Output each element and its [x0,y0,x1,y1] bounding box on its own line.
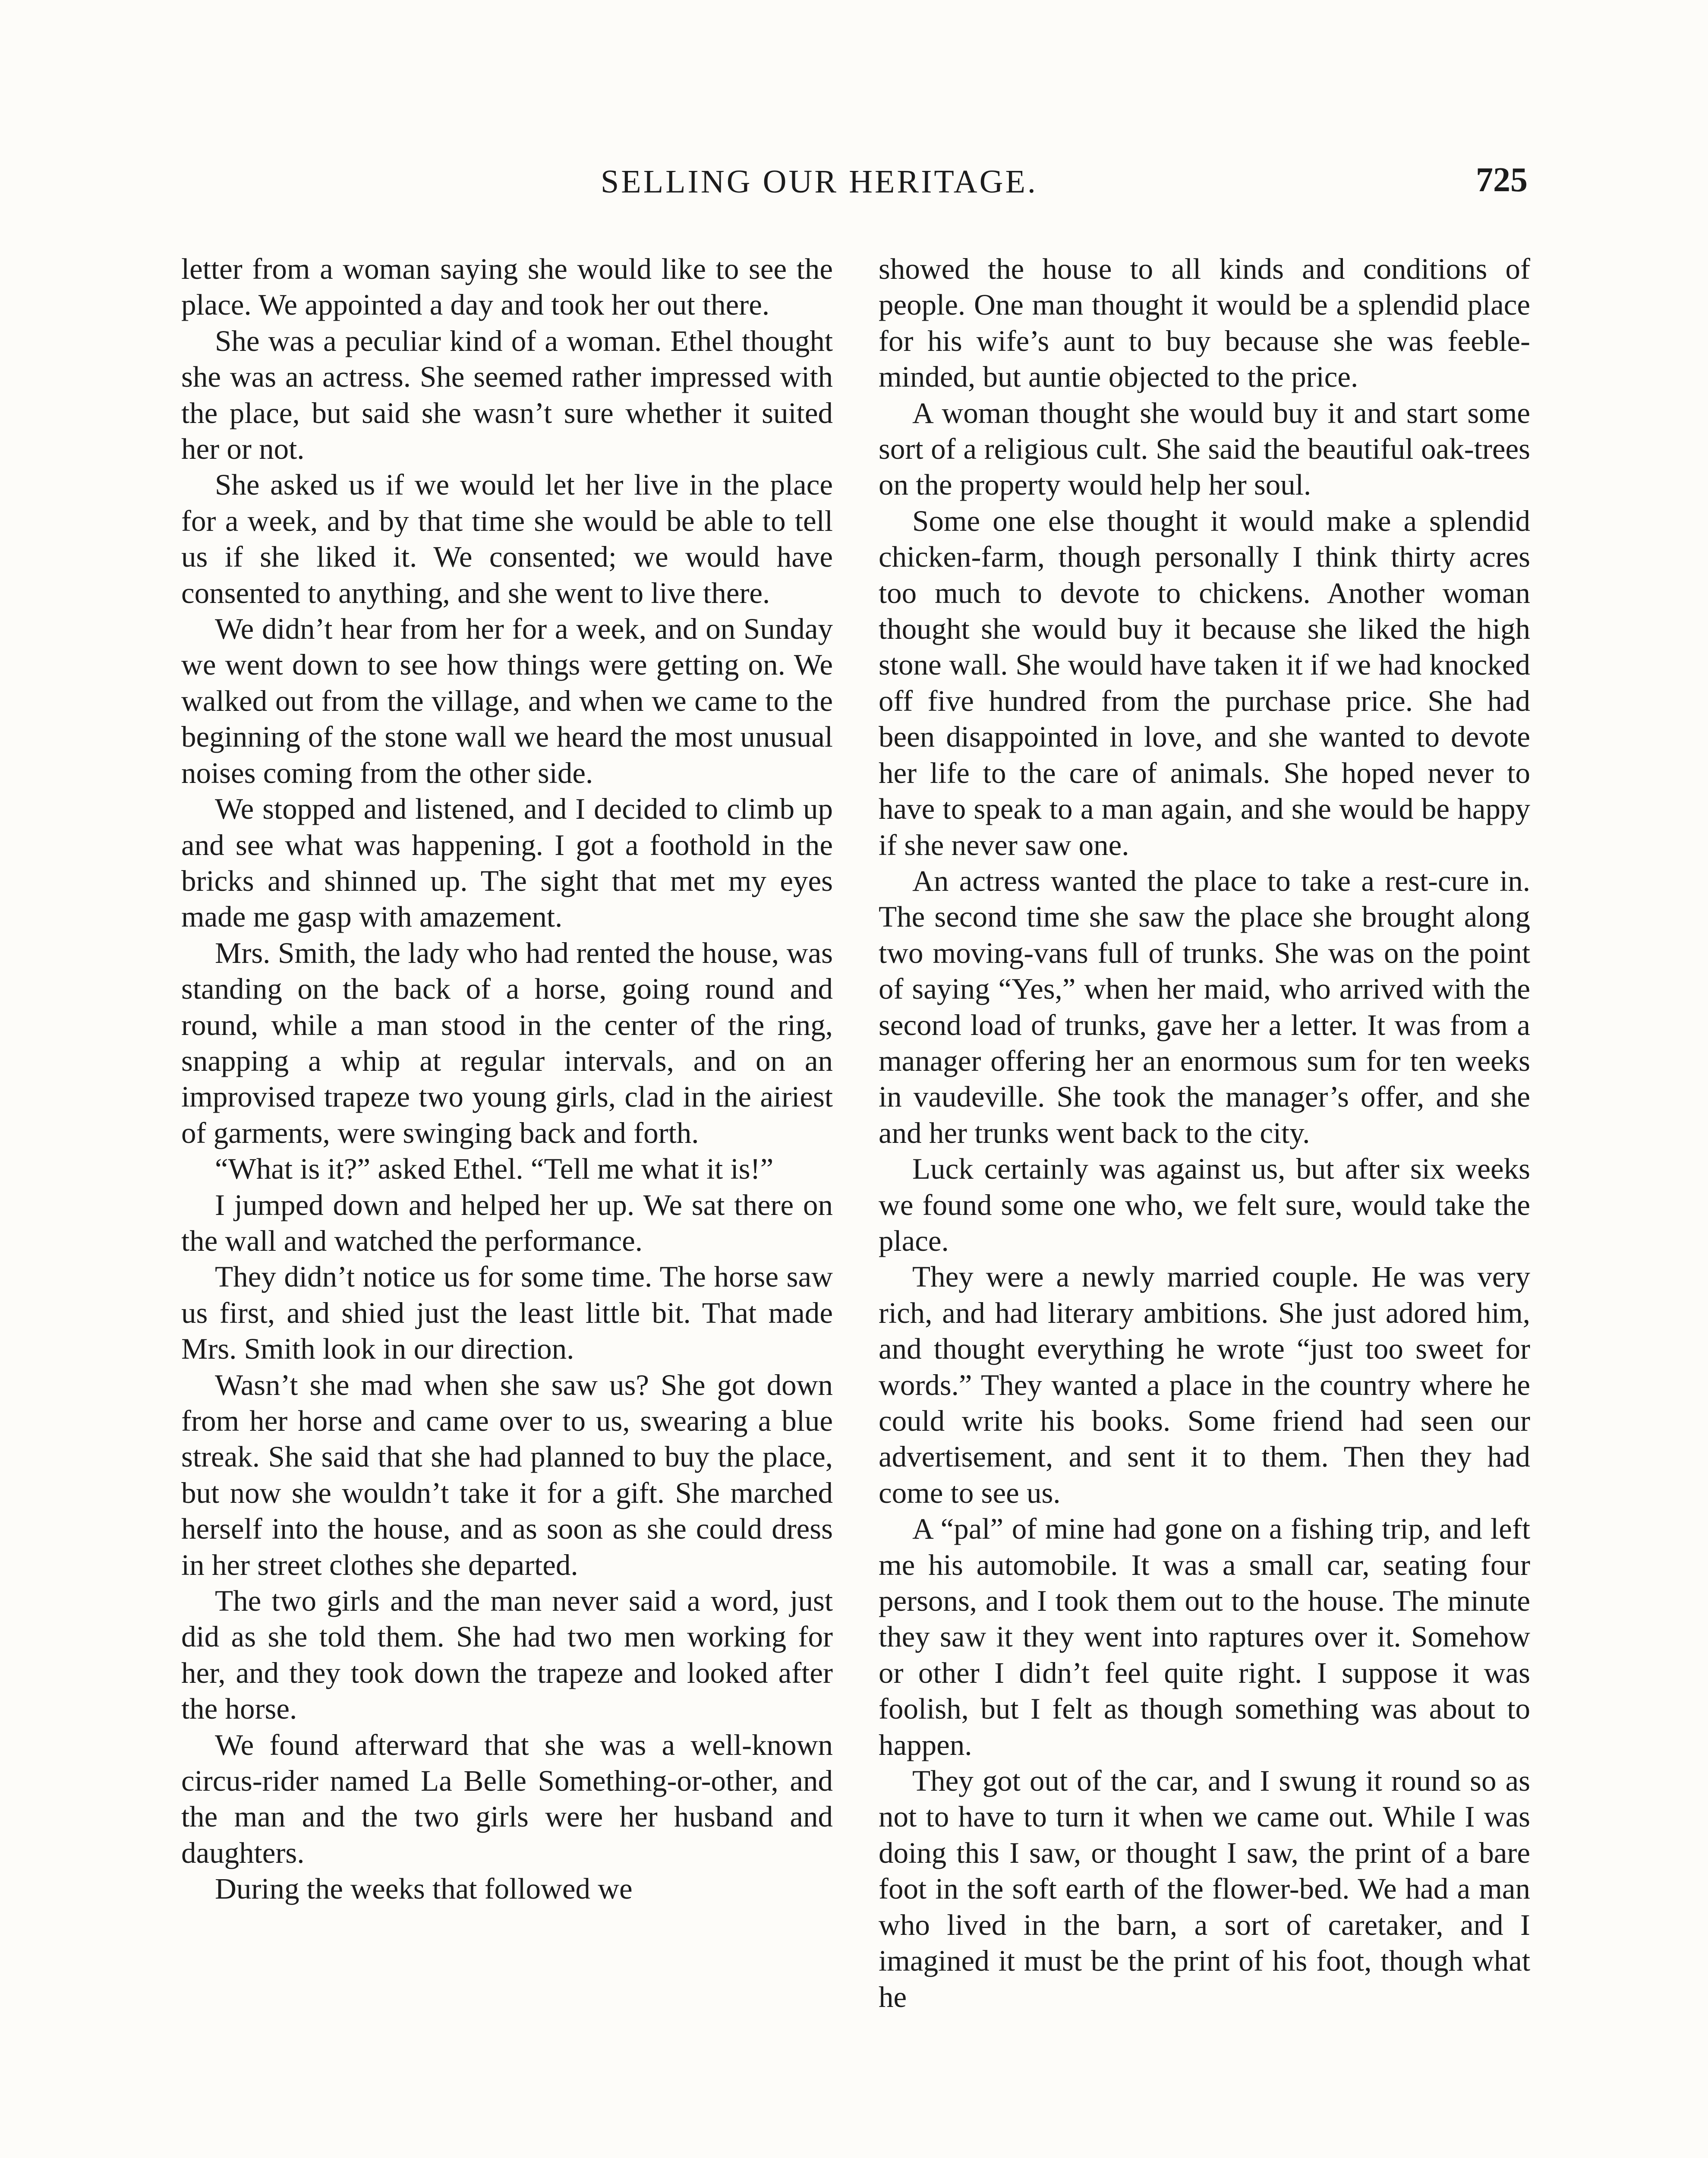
paragraph: We found afterward that she was a well-known circus-rider named La Belle Something-or-other, and the man and the two girls were her husband and daughters. [181,1728,833,1869]
paragraph: letter from a woman saying she would like to see the place. We appointed a day and took her out there. [181,252,833,322]
paragraph: She asked us if we would let her live in the place for a week, and by that time she would be able to tell us if she liked it. We consented; we would have consented to anything, and she went to live there. [181,468,833,609]
paragraph: I jumped down and helped her up. We sat there on the wall and watched the performance. [181,1188,833,1257]
paragraph: Luck certainly was against us, but after six weeks we found some one who, we felt sure, would take the place. [879,1152,1530,1257]
paragraph: They were a newly married couple. He was very rich, and had literary ambitions. She just adored him, and thought everything he wrote “just too sweet for words.” They wanted a place in the country where he could write his books. Some friend had seen our advertisement, and sent it to them. Then they had come to see us. [879,1260,1530,1509]
paragraph: A woman thought she would buy it and start some sort of a religious cult. She said the beautiful oak-trees on the property would help her soul. [879,396,1530,502]
running-title: SELLING OUR HERITAGE. [601,164,1038,200]
paragraph: We didn’t hear from her for a week, and on Sunday we went down to see how things were getting on. We walked out from the village, and when we came to the beginning of the stone wall we heard the most unusual noises coming from the other side. [181,612,833,789]
paragraph: They didn’t notice us for some time. The horse saw us first, and shied just the least little bit. That made Mrs. Smith look in our direction. [181,1260,833,1366]
paragraph: “What is it?” asked Ethel. “Tell me what it is!” [215,1152,774,1186]
paragraph: A “pal” of mine had gone on a fishing trip, and left me his automobile. It was a small car, seating four persons, and I took them out to the house. The minute they saw it they went into raptures over it. Somehow or other I didn’t feel quite right. I suppose it was foolish, but I felt as though something was about to happen. [879,1512,1530,1761]
paragraph: showed the house to all kinds and conditions of people. One man thought it would be a splendid place for his wife’s aunt to buy because she was feeble-minded, but auntie objected to the price. [879,252,1530,394]
page-number: 725 [1476,161,1528,199]
right-column [879,251,1530,2158]
left-column [181,251,833,2158]
paragraph: We stopped and listened, and I decided to climb up and see what was happening. I got a foothold in the bricks and shinned up. The sight that met my eyes made me gasp with amazement. [181,792,833,934]
paragraph: The two girls and the man never said a word, just did as she told them. She had two men working for her, and they took down the trapeze and looked after the horse. [181,1584,833,1726]
paragraph: They got out of the car, and I swung it round so as not to have to turn it when we came out. While I was doing this I saw, or thought I saw, the print of a bare foot in the soft earth of the flower-bed. We had a man who lived in the barn, a sort of caretaker, and I imagined it must be the print of his foot, though what he [879,1764,1530,2013]
paragraph: Wasn’t she mad when she saw us? She got down from her horse and came over to us, swearing a blue streak. She said that she had planned to buy the place, but now she wouldn’t take it for a gift. She marched herself into the house, and as soon as she could dress in her street clothes she departed. [181,1368,833,1581]
paragraph: Some one else thought it would make a splendid chicken-farm, though personally I think thirty acres too much to devote to chickens. Another woman thought she would buy it because she liked the high stone wall. She would have taken it if we had knocked off five hundred from the purchase price. She had been disappointed in love, and she wanted to devote her life to the care of animals. She hoped never to have to speak to a man again, and she would be happy if she never saw one. [879,504,1530,861]
paragraph: Mrs. Smith, the lady who had rented the house, was standing on the back of a horse, going round and round, while a man stood in the center of the ring, snapping a whip at regular intervals, and on an improvised trapeze two young girls, clad in the airiest of garments, were swinging back and forth. [181,936,833,1149]
paragraph: She was a peculiar kind of a woman. Ethel thought she was an actress. She seemed rather impressed with the place, but said she wasn’t sure whether it suited her or not. [181,324,833,466]
paragraph: An actress wanted the place to take a rest-cure in. The second time she saw the place she brought along two moving-vans full of trunks. She was on the point of saying “Yes,” when her maid, who arrived with the second load of trunks, gave her a letter. It was from a manager offering her an enormous sum for ten weeks in vaudeville. She took the manager’s offer, and she and her trunks went back to the city. [879,864,1530,1149]
paragraph: During the weeks that followed we [215,1872,633,1906]
